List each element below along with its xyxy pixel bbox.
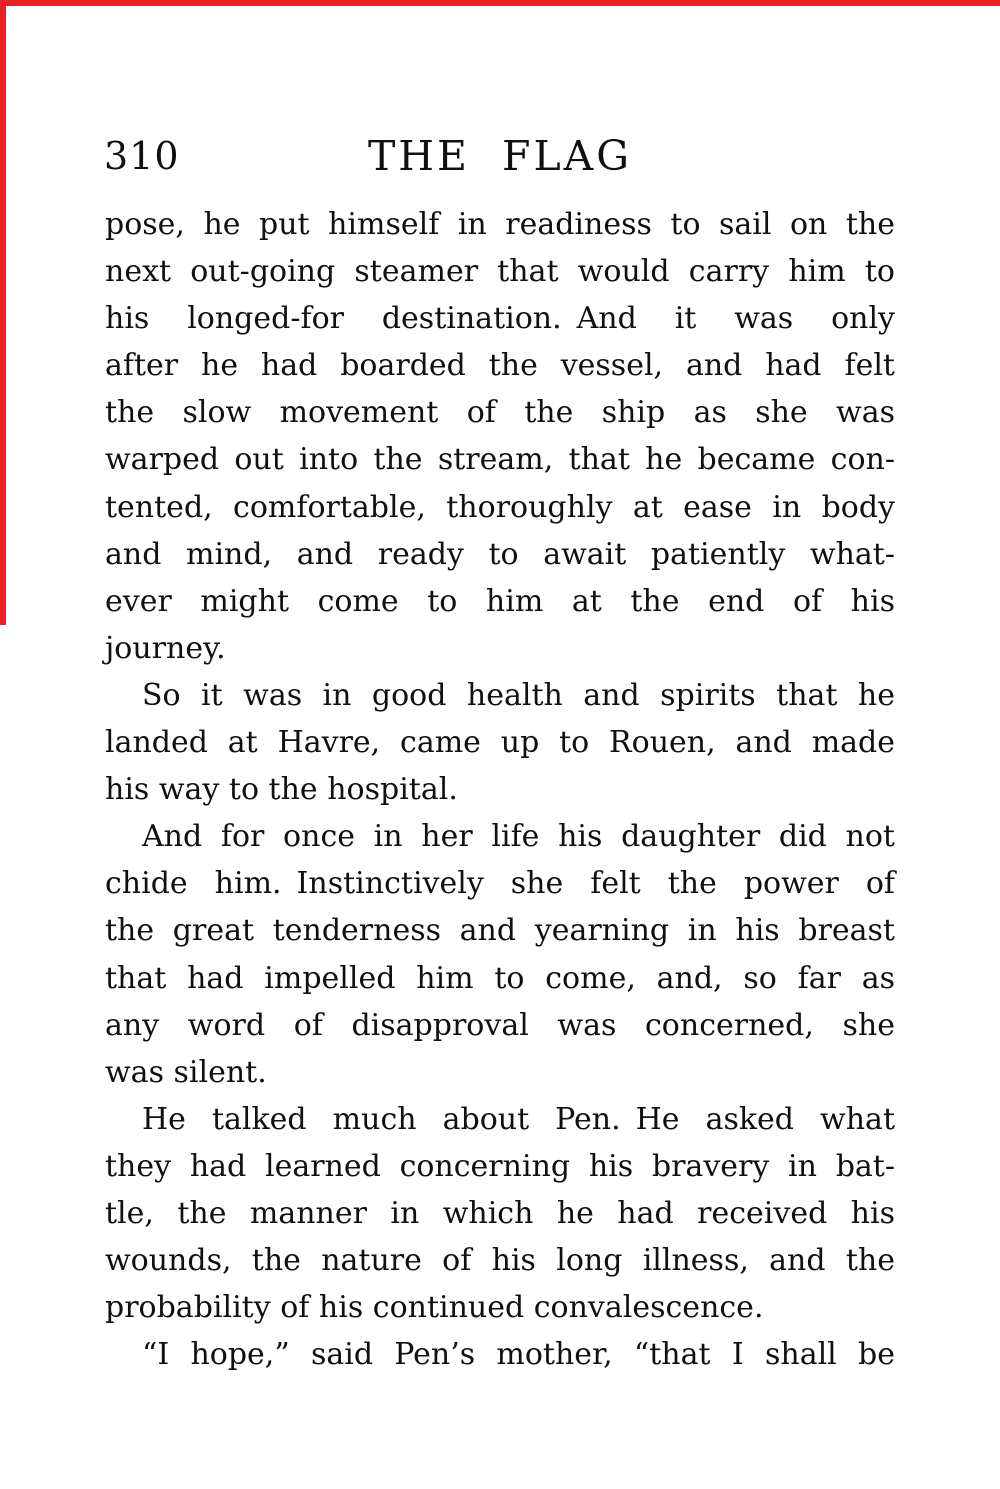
page-number: 310 — [104, 134, 180, 178]
scan-edge-artifact-left — [0, 0, 6, 625]
text-line: they had learned concerning his bravery in bat- — [105, 1148, 895, 1184]
scan-edge-artifact-top — [0, 0, 1000, 6]
text-line: any word of disapproval was concerned, she — [105, 1007, 895, 1043]
text-line: pose, he put himself in readiness to sail on the — [105, 207, 895, 242]
text-line: So it was in good health and spirits that he — [142, 677, 895, 713]
text-line: tented, comfortable, thoroughly at ease in body — [105, 489, 895, 525]
text-line: the slow movement of the ship as she was — [105, 395, 895, 431]
text-line: that had impelled him to come, and, so far as — [105, 960, 895, 996]
text-line: next out-going steamer that would carry him to — [105, 254, 895, 290]
text-line: the great tenderness and yearning in his breast — [105, 913, 895, 949]
text-line: landed at Havre, came up to Rouen, and made — [105, 725, 895, 761]
text-line: warped out into the stream, that he became con- — [105, 442, 895, 478]
text-line: He talked much about Pen. He asked what — [142, 1101, 895, 1137]
running-title: THE FLAG — [367, 132, 633, 180]
text-line: was silent. — [105, 1054, 267, 1090]
text-line: wounds, the nature of his long illness, and the — [105, 1243, 895, 1279]
text-line: tle, the manner in which he had received his — [105, 1195, 895, 1231]
text-line: And for once in her life his daughter did not — [142, 819, 895, 855]
text-line: his way to the hospital. — [105, 772, 458, 808]
text-line: “I hope,” said Pen’s mother, “that I shall be — [142, 1337, 895, 1373]
text-line: and mind, and ready to await patiently what- — [105, 536, 895, 572]
text-line: chide him. Instinctively she felt the power of — [105, 866, 895, 902]
page-body-text — [105, 201, 895, 1378]
text-line: after he had boarded the vessel, and had felt — [105, 348, 895, 384]
text-line: his longed-for destination. And it was only — [105, 301, 895, 337]
text-line: probability of his continued convalescence. — [105, 1290, 764, 1326]
text-line: journey. — [105, 630, 226, 666]
text-line: ever might come to him at the end of his — [105, 583, 895, 619]
